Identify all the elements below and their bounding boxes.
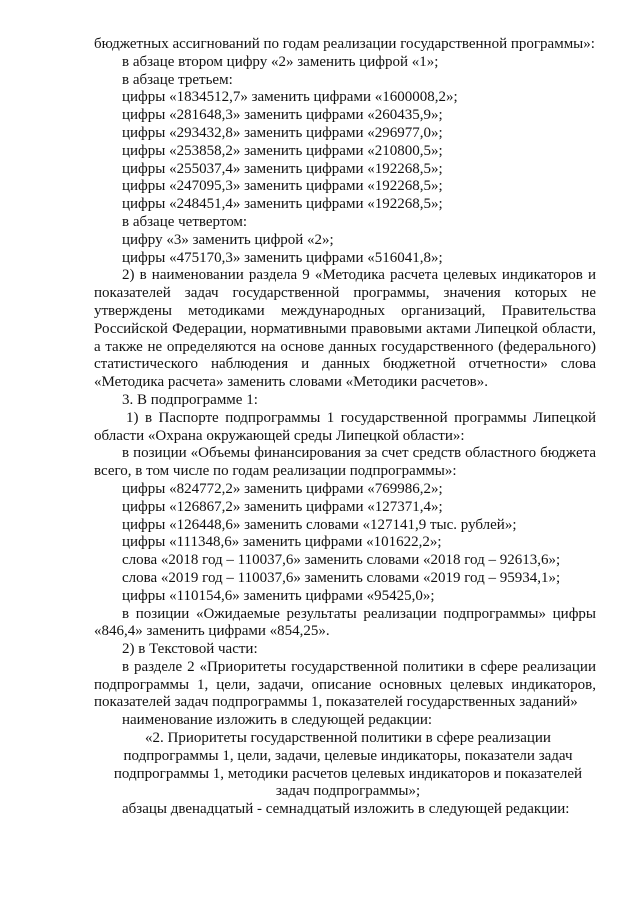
line-replace-3: цифры «293432,8» заменить цифрами «296977,0»; — [122, 124, 443, 141]
line-text-part: 2) в Текстовой части: — [122, 641, 258, 658]
line-replace-4: цифры «253858,2» заменить цифрами «210800,5»; — [122, 142, 443, 159]
line-fin-4: цифры «111348,6» заменить цифрами «101622,2»; — [122, 534, 442, 551]
line-abzac-3: в абзаце третьем: — [122, 71, 233, 88]
line-abzac-2: в абзаце втором цифру «2» заменить цифрой «1»; — [122, 53, 439, 70]
line-fin-2: цифры «126867,2» заменить цифрами «127371,4»; — [122, 498, 443, 515]
line-replace-7: цифры «248451,4» заменить цифрами «192268,5»; — [122, 196, 443, 213]
heading-subprogram-1: 3. В подпрограмме 1: — [122, 391, 258, 408]
paragraph-financing: в позиции «Объемы финансирования за счет средств областного бюджета всего, в том числе по годам реализации подпрограммы»: — [94, 445, 596, 480]
line-replace-1: цифры «1834512,7» заменить цифрами «1600008,2»; — [122, 89, 458, 106]
paragraph-section-2: в разделе 2 «Приоритеты государственной политики в сфере реализации подпрограммы 1, цели, задачи, описание основных целевых индикаторов, показателей задач подпрограммы 1, показателей государственных заданий» — [94, 658, 596, 711]
paragraph-passport: 1) в Паспорте подпрограммы 1 государственной программы Липецкой области «Охрана окружающей среды Липецкой области»: — [94, 409, 596, 444]
line-replace-8: цифру «3» заменить цифрой «2»; — [122, 231, 334, 248]
paragraph-expected-results: в позиции «Ожидаемые результаты реализации подпрограммы» цифры «846,4» заменить цифрами «854,25». — [94, 605, 596, 640]
line-abzac-4: в абзаце четвертом: — [122, 213, 248, 230]
line-fin-6: слова «2019 год – 110037,6» заменить словами «2019 год – 95934,1»; — [122, 569, 561, 586]
paragraph-new-title: «2. Приоритеты государственной политики в сфере реализации подпрограммы 1, цели, задачи, целевые индикаторы, показатели задач подпрограммы 1, методики расчетов целевых индикаторов и показателей задач подпрограммы»; — [113, 730, 583, 800]
line-replace-6: цифры «247095,3» заменить цифрами «192268,5»; — [122, 178, 443, 195]
line-replace-5: цифры «255037,4» заменить цифрами «192268,5»; — [122, 160, 443, 177]
line-fin-1: цифры «824772,2» заменить цифрами «769986,2»; — [122, 480, 443, 497]
line-fin-7: цифры «110154,6» заменить цифрами «95425,0»; — [122, 587, 435, 604]
paragraph-intro: бюджетных ассигнований по годам реализации государственной программы»: — [94, 36, 595, 52]
line-fin-5: слова «2018 год – 110037,6» заменить словами «2018 год – 92613,6»; — [122, 552, 561, 569]
line-replace-9: цифры «475170,3» заменить цифрами «516041,8»; — [122, 249, 443, 266]
line-fin-3: цифры «126448,6» заменить словами «127141,9 тыс. рублей»; — [122, 516, 517, 533]
line-paragraphs-12-17: абзацы двенадцатый - семнадцатый изложить в следующей редакции: — [122, 801, 570, 818]
line-replace-2: цифры «281648,3» заменить цифрами «260435,9»; — [122, 107, 443, 124]
paragraph-section-9: 2) в наименовании раздела 9 «Методика расчета целевых индикаторов и показателей задач государственной программы, значения которых не утверждены методиками международных организаций, Правительства Российской Федерации, нормативными правовыми актами Липецкой области, а также не определяются на основе данных государственного (федерального) статистического наблюдения и данных бюджетной отчетности» слова «Методика расчета» заменить словами «Методики расчетов». — [94, 267, 596, 391]
line-naming: наименование изложить в следующей редакции: — [122, 712, 433, 729]
